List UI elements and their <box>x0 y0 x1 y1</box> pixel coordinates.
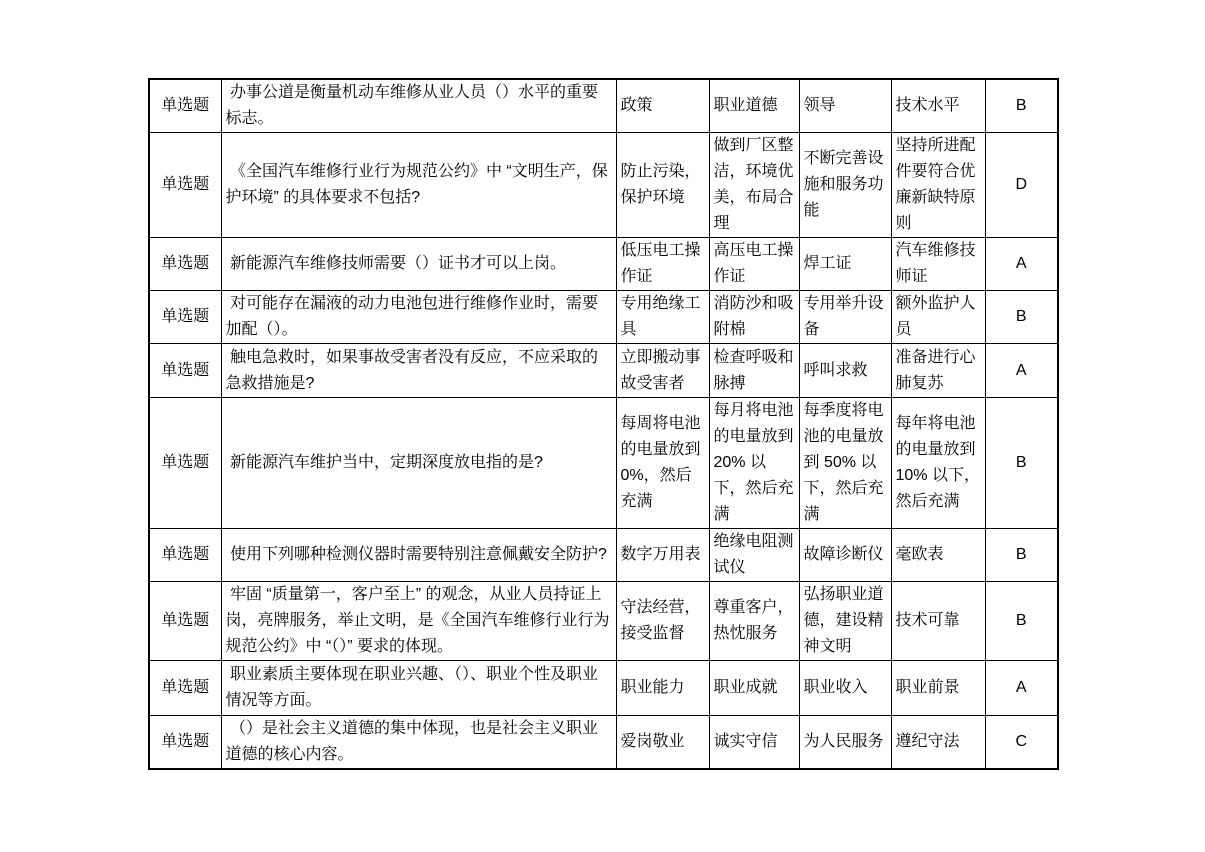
question-cell: 办事公道是衡量机动车维修从业人员（）水平的重要标志。 <box>221 79 616 133</box>
option-a-cell: 守法经营，接受监督 <box>616 582 709 661</box>
option-b-cell: 每月将电池的电量放到 20% 以下，然后充满 <box>709 398 799 529</box>
table-row <box>149 529 1058 582</box>
question-cell: 触电急救时，如果事故受害者没有反应，不应采取的急救措施是? <box>221 344 616 398</box>
option-b-cell: 绝缘电阻测试仪 <box>709 529 799 582</box>
option-a-cell: 专用绝缘工具 <box>616 291 709 344</box>
option-d-cell: 汽车维修技师证 <box>891 238 985 291</box>
question-cell: 《全国汽车维修行业行为规范公约》中 “文明生产，保护环境” 的具体要求不包括? <box>221 133 616 238</box>
question-table-body <box>149 79 1058 769</box>
option-d-cell: 准备进行心肺复苏 <box>891 344 985 398</box>
question-cell: 使用下列哪种检测仪器时需要特别注意佩戴安全防护? <box>221 529 616 582</box>
option-c-cell: 呼叫求救 <box>799 344 891 398</box>
option-b-cell: 高压电工操作证 <box>709 238 799 291</box>
option-a-cell: 防止污染，保护环境 <box>616 133 709 238</box>
option-b-cell: 诚实守信 <box>709 716 799 770</box>
question-type-cell: 单选题 <box>149 344 221 398</box>
table-row <box>149 344 1058 398</box>
option-a-cell: 职业能力 <box>616 661 709 716</box>
option-d-cell: 技术水平 <box>891 79 985 133</box>
table-row <box>149 661 1058 716</box>
option-a-cell: 政策 <box>616 79 709 133</box>
option-d-cell: 毫欧表 <box>891 529 985 582</box>
table-row <box>149 716 1058 770</box>
answer-cell: A <box>985 344 1058 398</box>
question-type-cell: 单选题 <box>149 291 221 344</box>
answer-cell: B <box>985 529 1058 582</box>
option-c-cell: 故障诊断仪 <box>799 529 891 582</box>
option-b-cell: 职业成就 <box>709 661 799 716</box>
option-d-cell: 技术可靠 <box>891 582 985 661</box>
answer-cell: A <box>985 238 1058 291</box>
option-c-cell: 每季度将电池的电量放到 50% 以下，然后充满 <box>799 398 891 529</box>
table-row <box>149 582 1058 661</box>
question-type-cell: 单选题 <box>149 716 221 770</box>
option-b-cell: 职业道德 <box>709 79 799 133</box>
question-type-cell: 单选题 <box>149 582 221 661</box>
answer-cell: B <box>985 79 1058 133</box>
question-type-cell: 单选题 <box>149 79 221 133</box>
table-row <box>149 291 1058 344</box>
option-c-cell: 焊工证 <box>799 238 891 291</box>
option-a-cell: 爱岗敬业 <box>616 716 709 770</box>
option-b-cell: 尊重客户，热忱服务 <box>709 582 799 661</box>
option-d-cell: 额外监护人员 <box>891 291 985 344</box>
question-cell: 对可能存在漏液的动力电池包进行维修作业时，需要加配（）。 <box>221 291 616 344</box>
question-cell: 新能源汽车维修技师需要（）证书才可以上岗。 <box>221 238 616 291</box>
option-c-cell: 弘扬职业道德，建设精神文明 <box>799 582 891 661</box>
table-row <box>149 398 1058 529</box>
question-type-cell: 单选题 <box>149 133 221 238</box>
question-cell: 新能源汽车维护当中，定期深度放电指的是? <box>221 398 616 529</box>
table-row <box>149 238 1058 291</box>
option-d-cell: 每年将电池的电量放到 10% 以下，然后充满 <box>891 398 985 529</box>
answer-cell: C <box>985 716 1058 770</box>
option-b-cell: 检查呼吸和脉搏 <box>709 344 799 398</box>
option-d-cell: 职业前景 <box>891 661 985 716</box>
table-row <box>149 133 1058 238</box>
answer-cell: B <box>985 291 1058 344</box>
question-type-cell: 单选题 <box>149 238 221 291</box>
option-b-cell: 做到厂区整洁，环境优美，布局合理 <box>709 133 799 238</box>
option-a-cell: 立即搬动事故受害者 <box>616 344 709 398</box>
question-type-cell: 单选题 <box>149 398 221 529</box>
answer-cell: D <box>985 133 1058 238</box>
option-a-cell: 数字万用表 <box>616 529 709 582</box>
option-a-cell: 低压电工操作证 <box>616 238 709 291</box>
question-bank-table <box>148 78 1059 770</box>
option-d-cell: 遵纪守法 <box>891 716 985 770</box>
option-a-cell: 每周将电池的电量放到 0%，然后充满 <box>616 398 709 529</box>
option-b-cell: 消防沙和吸附棉 <box>709 291 799 344</box>
option-c-cell: 职业收入 <box>799 661 891 716</box>
question-cell: 职业素质主要体现在职业兴趣、（）、职业个性及职业情况等方面。 <box>221 661 616 716</box>
answer-cell: B <box>985 582 1058 661</box>
table-row <box>149 79 1058 133</box>
option-c-cell: 不断完善设施和服务功能 <box>799 133 891 238</box>
option-c-cell: 领导 <box>799 79 891 133</box>
option-c-cell: 为人民服务 <box>799 716 891 770</box>
answer-cell: A <box>985 661 1058 716</box>
option-d-cell: 坚持所进配件要符合优廉新缺特原则 <box>891 133 985 238</box>
question-cell: 牢固 “质量第一，客户至上” 的观念，从业人员持证上岗，亮牌服务，举止文明，是《全国汽车维修行业行为规范公约》中 “（）” 要求的体现。 <box>221 582 616 661</box>
answer-cell: B <box>985 398 1058 529</box>
question-type-cell: 单选题 <box>149 529 221 582</box>
question-type-cell: 单选题 <box>149 661 221 716</box>
option-c-cell: 专用举升设备 <box>799 291 891 344</box>
question-cell: （）是社会主义道德的集中体现，也是社会主义职业道德的核心内容。 <box>221 716 616 770</box>
